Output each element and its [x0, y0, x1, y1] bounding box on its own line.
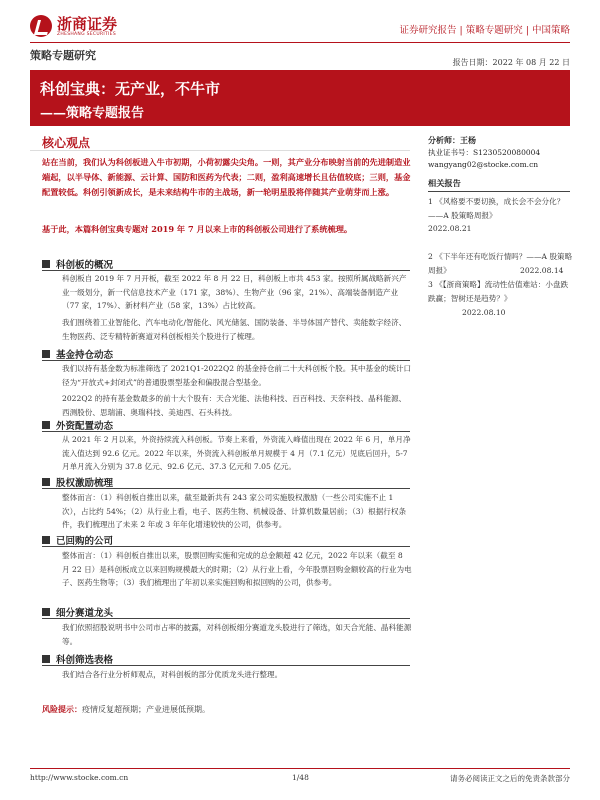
core-basis: 基于此，本篇科创宝典专题对 2019 年 7 月以来上市的科创板公司进行了系统梳理。	[42, 224, 353, 234]
section-divider	[42, 360, 410, 361]
section-divider	[42, 270, 410, 271]
section-buybacks	[42, 533, 113, 546]
section-title: 股权激励梳理	[56, 477, 114, 489]
section-paragraph: 我们结合各行业分析师观点，对科创板的部分优质龙头进行整理。	[62, 670, 283, 679]
company-logo	[30, 14, 117, 38]
section-divider	[42, 618, 410, 619]
analyst-name: 分析师：王杨	[428, 135, 476, 145]
related-report-item[interactable]	[428, 278, 574, 305]
section-divider	[42, 488, 410, 489]
bullet-square-icon	[42, 350, 50, 358]
report-subtitle: ——策略专题报告	[40, 106, 145, 121]
section-title: 细分赛道龙头	[56, 607, 114, 619]
section-divider	[42, 546, 410, 547]
section-title: 已回购的公司	[56, 535, 114, 547]
core-summary: 站在当前，我们认为科创板进入牛市初期，小荷初露尖尖角。一则，其产业分布映射当前的先进制造业端起，以半导体、新能源、云计算、国防和医药为代表；二则，盈利高速增长且估值较底；三则，基金配置较低。科创引领新成长，是未来结构牛市的主战场，新一轮明星股将伴随其产业萌芽而上涨。	[42, 157, 411, 197]
section-overview	[42, 257, 113, 270]
related-report-title[interactable]: 3 《【浙商策略】流动性估值难站：小盘跌跌赢；智树还是趋势？》	[428, 280, 569, 303]
section-title: 科创筛选表格	[56, 654, 114, 666]
logo-subtitle: ZHESHANG SECURITIES	[57, 31, 116, 37]
logo-mark-icon	[30, 15, 52, 37]
report-date: 报告日期：2022 年 08 月 22 日	[452, 58, 570, 67]
analyst-info	[428, 134, 540, 171]
bullet-square-icon	[42, 421, 50, 429]
logo-name: 浙商证券	[57, 14, 118, 33]
section-equity-incentive	[42, 475, 113, 488]
section-paragraph: 我们依照招股说明书中公司市占率的披露，对科创板细分赛道龙头股进行了筛选，如天合光能、晶科能源等。	[62, 623, 412, 646]
logo-text	[57, 16, 117, 37]
core-divider	[30, 150, 410, 151]
related-report-date: 2022.08.21	[428, 224, 472, 233]
bullet-square-icon	[42, 608, 50, 616]
section-paragraph: 整体而言：（1）科创板自推出以来，股票回购实施和完成的总金额超 42 亿元，2022 年以来（截至 8 月 22 日）是科创板成立以来回购规模最大的时期；（2）从行业上看，今年股票回购金额较高的行业为电子、医药生物等；（3）我们梳理出了年初以来实施回购和拟回购的公司，供参考。	[62, 551, 412, 587]
section-foreign-capital	[42, 418, 113, 431]
section-divider	[42, 431, 410, 432]
related-reports-heading: 相关报告	[428, 178, 461, 188]
core-views-heading: 核心观点	[42, 136, 91, 150]
report-subject: 策略专题研究	[30, 49, 96, 62]
section-paragraph: 2022Q2 的持有基金数最多的前十大个股有：天合光能、法他科技、百百科技、天奈科技、晶科能源、西测股份、思瑞浦、奥瑞科技、美迪西、石头科技。	[62, 394, 407, 417]
footer-divider	[30, 768, 570, 769]
section-paragraph: 科创板自 2019 年 7 月开板，截至 2022 年 8 月 22 日，科创板上市共 453 家。按照所属战略新兴产业一级划分，新一代信息技术产业（171 家，38%）、生物产业（96 家，21%）、高端装备制造产业（77 家，17%）、新材料产业（58 家，13%）占比较高。	[62, 274, 407, 310]
related-report-title[interactable]: 1 《风格要不要切换，成长会不会分化？——A 股策略周报》	[428, 197, 565, 220]
analyst-cert: 执业证书号：S1230520080004	[428, 148, 541, 157]
disclaimer-note: 请务必阅读正文之后的免责条款部分	[450, 774, 570, 783]
section-paragraph: 我们围绕着工业智能化、汽车电动化/智能化、风光储氢、国防装备、半导体国产替代、卖能数字经济、生物医药、泛专精特新赛道对科创板相关个股进行了梳理。	[62, 318, 407, 341]
risk-label: 风险提示：	[42, 704, 82, 714]
bullet-square-icon	[42, 536, 50, 544]
page-number: 1/48	[292, 773, 309, 782]
analyst-email[interactable]: wangyang02@stocke.com.cn	[428, 160, 539, 169]
related-report-date: 2022.08.14	[520, 266, 564, 275]
risk-text: 疫情反复超预期；产业进展低预期。	[82, 705, 210, 714]
section-fund-holdings	[42, 347, 113, 360]
related-report-date: 2022.08.10	[462, 308, 506, 317]
section-paragraph: 从 2021 年 2 月以来，外资持续流入科创板。节奏上来看，外资流入峰值出现在 2022 年 6 月，单月净流入值达到 92.6 亿元。2022 年以来，外资流入科创板单月规模于 4 月（7.1 亿元）见底后回升，5-7 月单月流入分别为 37.8 亿元、92.6 亿元、37.3 亿元和 7.05 亿元。	[62, 435, 411, 471]
bullet-square-icon	[42, 260, 50, 268]
report-title: 科创宝典：无产业，不牛市	[40, 80, 221, 98]
report-categories: 证券研究报告 | 策略专题研究 | 中国策略	[399, 25, 570, 36]
footer-url[interactable]: http://www.stocke.com.cn	[30, 773, 129, 782]
related-report-item[interactable]	[428, 195, 574, 236]
section-sector-leaders	[42, 605, 113, 618]
related-report-title[interactable]: 2 《下半年还有吃饭行情吗？——A 股策略周报》	[428, 252, 573, 275]
section-paragraph: 整体而言：（1）科创板自推出以来，截至最新共有 243 家公司实施股权激励（一些公司实施不止 1 次），占比约 54%；（2）从行业上看，电子、医药生物、机械设备、计算机数量居前；（3）根据行权条件，我们梳理出了未来 2 年或 3 年年化增速较快的公司，供参考。	[62, 493, 407, 529]
related-divider	[428, 191, 570, 192]
section-title: 外资配置动态	[56, 420, 114, 432]
bullet-square-icon	[42, 478, 50, 486]
bullet-square-icon	[42, 655, 50, 663]
section-screening-table	[42, 652, 113, 665]
header-divider	[30, 42, 570, 43]
section-title: 科创板的概况	[56, 259, 114, 271]
title-banner	[30, 70, 570, 126]
section-divider	[42, 665, 410, 666]
risk-warning	[42, 704, 210, 715]
section-paragraph: 我们以持有基金数为标准筛选了 2021Q1-2022Q2 的基金持仓前二十大科创板个股。其中基金的统计口径为“开放式+封闭式”的普通股票型基金和偏股混合型基金。	[62, 364, 412, 387]
section-title: 基金持仓动态	[56, 349, 114, 361]
